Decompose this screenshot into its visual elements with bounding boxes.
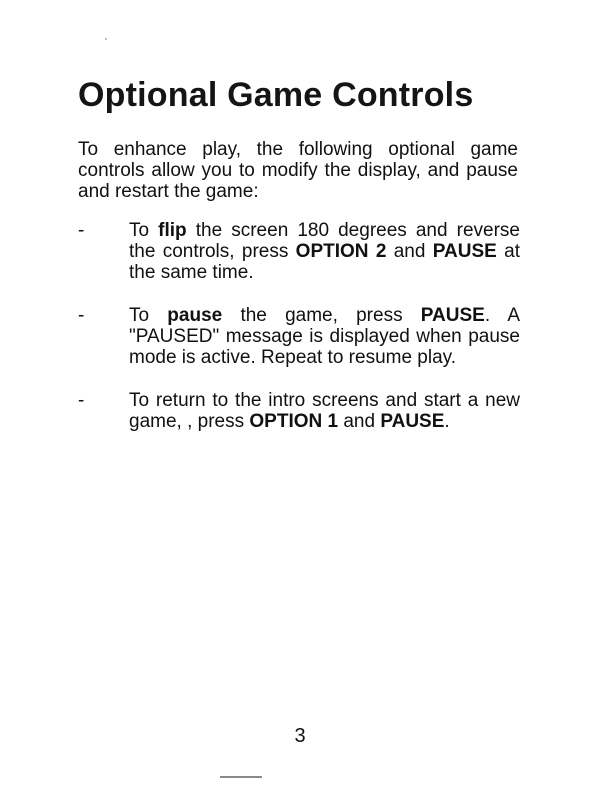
text-run: the game, press [222,305,421,326]
list-item-pause [78,305,520,368]
text-run: . A "PAUSED" message is displayed when pause mode is active. Repeat to resume play. [129,305,520,368]
text-run: To return to the intro screens and start a new game, , press [129,390,520,432]
list-item-flip [78,220,520,283]
bold-term-flip: flip [158,220,187,241]
text-run: To [129,220,159,241]
text-run: To [129,305,168,326]
bold-term-pause: pause [167,305,223,326]
text-run: and [338,411,381,432]
bold-key-option-2: OPTION 2 [295,241,387,262]
bullet-dash: - [78,220,85,241]
bullet-text [129,220,520,283]
page-number: 3 [294,725,306,747]
scan-speck [105,38,107,40]
text-run: at the same time. [129,241,520,283]
text-run: and [386,241,433,262]
list-item-new-game [78,390,520,432]
bold-key-pause: PAUSE [432,241,497,262]
bold-key-option-1: OPTION 1 [249,411,339,432]
bullet-dash: - [78,305,85,326]
bullet-text [129,390,520,432]
page-title: Optional Game Controls [78,76,474,114]
control-list [78,220,520,432]
intro-paragraph: To enhance play, the following optional game controls allow you to modify the display, and pause and restart the game: [78,139,518,202]
bold-key-pause: PAUSE [420,305,485,326]
bullet-text [129,305,520,368]
bullet-dash: - [78,390,85,411]
bold-key-pause: PAUSE [380,411,445,432]
text-run: . [444,411,450,432]
bottom-rule [220,776,262,778]
text-run: the screen 180 degrees and reverse the controls, press [129,220,520,262]
